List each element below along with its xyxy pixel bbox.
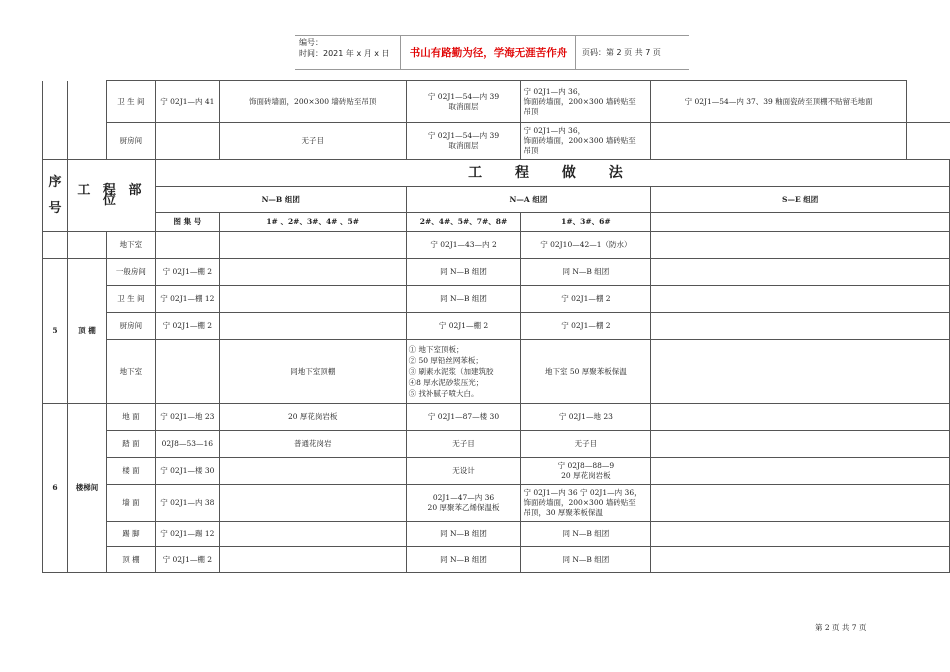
na2-cell: 宁 02J1—内 36 宁 02J1—内 36， 饰面砖墙面，200×300 墙砖贴至 吊顶，30 厚聚苯板保温: [521, 485, 651, 522]
na1-cell: 同 N—B 组团: [406, 286, 521, 313]
nb-cell: [219, 232, 406, 259]
atlas-cell: [155, 232, 219, 259]
page-header: [295, 35, 689, 70]
atlas-cell: 宁 02J1—地 23: [155, 404, 219, 431]
atlas-cell: 宁 02J1—内 41: [155, 81, 219, 123]
na1-cell: 同 N—B 组团: [406, 547, 521, 573]
na1-cell: 宁 02J1—43—内 2: [406, 232, 521, 259]
bld-nb-header: 1# 、2#、3#、4# 、5#: [219, 213, 406, 232]
na2-cell: 宁 02J8—88—9 20 厚花岗岩板: [521, 458, 651, 485]
se-cell: [651, 313, 950, 340]
place-cell: 厨房间: [106, 313, 155, 340]
part-cell: [67, 232, 106, 259]
table-header-row: [43, 160, 950, 187]
table-row: [43, 404, 950, 431]
atlas-cell: 宁 02J1—棚 12: [155, 286, 219, 313]
nb-cell: 饰面砖墙面，200×300 墙砖贴至吊顶: [219, 81, 406, 123]
na2-cell: 宁 02J1—内 36， 饰面砖墙面，200×300 墙砖贴至 吊顶: [521, 81, 651, 123]
section-name: 楼梯间: [67, 404, 106, 573]
atlas-cell: 宁 02J1—棚 2: [155, 547, 219, 573]
se-cell: [651, 522, 950, 547]
spacer-cell: [906, 123, 949, 160]
na1-cell: 宁 02J1—54—内 39 取消面层: [406, 81, 521, 123]
na1-cell: 同 N—B 组团: [406, 522, 521, 547]
nb-cell: [219, 313, 406, 340]
table-row: [43, 81, 950, 123]
table-row: [43, 286, 950, 313]
na1-cell: ① 地下室顶板； ② 50 厚铅丝网苯板； ③ 刷素水泥浆（加建筑胶 ④8 厚水泥砂浆压光； ⑤ 找补腻子喷大白。: [406, 340, 521, 404]
atlas-cell: 宁 02J1—内 38: [155, 485, 219, 522]
place-cell: 踢 脚: [106, 522, 155, 547]
header-meta: [295, 36, 401, 69]
se-cell: 宁 02J1—54—内 37、39 釉面瓷砖至顶棚不贴留毛地面: [651, 81, 907, 123]
se-cell: [651, 547, 950, 573]
nb-cell: 20 厚花岗岩板: [219, 404, 406, 431]
place-cell: 一般房间: [106, 259, 155, 286]
atlas-cell: 02J8—53—16: [155, 431, 219, 458]
group-header-row: [43, 187, 950, 213]
atlas-cell: 宁 02J1—楼 30: [155, 458, 219, 485]
na2-cell: 同 N—B 组团: [521, 547, 651, 573]
atlas-cell: [155, 340, 219, 404]
na2-cell: 宁 02J1—棚 2: [521, 286, 651, 313]
atlas-cell: 宁 02J1—棚 2: [155, 313, 219, 340]
section-seq: 5: [43, 259, 68, 404]
place-cell: 顶 棚: [106, 547, 155, 573]
place-cell: 楼 面: [106, 458, 155, 485]
atlas-cell: 宁 02J1—踢 12: [155, 522, 219, 547]
section-seq: 6: [43, 404, 68, 573]
atlas-no-header: 图 集 号: [155, 213, 219, 232]
nb-cell: [219, 458, 406, 485]
se-cell: [651, 458, 950, 485]
se-cell: [651, 485, 950, 522]
group-na-header: N—A 组团: [406, 187, 651, 213]
nb-cell: 同地下室顶棚: [219, 340, 406, 404]
table-row: [43, 123, 950, 160]
seq-header: 序 号: [43, 160, 68, 232]
na1-cell: 宁 02J1—棚 2: [406, 313, 521, 340]
cont-part-cell: [67, 81, 106, 160]
na1-cell: 宁 02J1—54—内 39 取消面层: [406, 123, 521, 160]
bld-na2-header: 1#、3#、6#: [521, 213, 651, 232]
se-cell: [651, 259, 950, 286]
na2-cell: 宁 02J10—42—1（防水）: [521, 232, 651, 259]
table-row: [43, 313, 950, 340]
spacer-cell: [906, 81, 949, 123]
part-header: 工 程 部 位: [67, 160, 155, 232]
building-header-row: [43, 213, 950, 232]
nb-cell: [219, 547, 406, 573]
table-row: [43, 232, 950, 259]
cont-seq-cell: [43, 81, 68, 160]
place-cell: 地下室: [106, 232, 155, 259]
place-cell: 地下室: [106, 340, 155, 404]
place-cell: 地 面: [106, 404, 155, 431]
na1-cell: 宁 02J1—87—楼 30: [406, 404, 521, 431]
se-cell: [651, 340, 950, 404]
table-row: [43, 259, 950, 286]
table-row: [43, 340, 950, 404]
section-name: 顶 棚: [67, 259, 106, 404]
na2-cell: 同 N—B 组团: [521, 259, 651, 286]
header-page-info: 页码：第 2 页 共 7 页: [582, 48, 661, 57]
table-row: [43, 458, 950, 485]
table-row: [43, 547, 950, 573]
nb-cell: 无子目: [219, 123, 406, 160]
table-row: [43, 431, 950, 458]
na1-cell: 02J1—47—内 36 20 厚聚苯乙烯保温板: [406, 485, 521, 522]
se-cell: [651, 286, 950, 313]
atlas-cell: [155, 123, 219, 160]
na1-cell: 无设计: [406, 458, 521, 485]
group-se-header: S—E 组团: [651, 187, 950, 213]
group-nb-header: N—B 组团: [155, 187, 406, 213]
bld-na1-header: 2#、4#、5#、7#、8#: [406, 213, 521, 232]
place-cell: 卫 生 间: [106, 81, 155, 123]
na2-cell: 地下室 50 厚聚苯板保温: [521, 340, 651, 404]
na1-cell: 无子目: [406, 431, 521, 458]
construction-table: [42, 80, 950, 573]
page-footer: 第 2 页 共 7 页: [815, 623, 867, 632]
header-motto: 书山有路勤为径，学海无涯苦作舟: [402, 36, 576, 69]
na2-cell: 同 N—B 组团: [521, 522, 651, 547]
nb-cell: [219, 259, 406, 286]
place-cell: 踏 面: [106, 431, 155, 458]
atlas-cell: 宁 02J1—棚 2: [155, 259, 219, 286]
place-cell: 墙 面: [106, 485, 155, 522]
na1-cell: 同 N—B 组团: [406, 259, 521, 286]
nb-cell: [219, 286, 406, 313]
seq-cell: [43, 232, 68, 259]
table-row: [43, 522, 950, 547]
nb-cell: [219, 485, 406, 522]
nb-cell: [219, 522, 406, 547]
na2-cell: 宁 02J1—地 23: [521, 404, 651, 431]
time-label: 时间：2021 年 x 月 x 日: [299, 49, 390, 58]
table-row: [43, 485, 950, 522]
place-cell: 卫 生 间: [106, 286, 155, 313]
se-cell: [651, 431, 950, 458]
na2-cell: 无子目: [521, 431, 651, 458]
code-label: 编号：: [299, 38, 323, 47]
place-cell: 厨房间: [106, 123, 155, 160]
se-cell: [651, 232, 950, 259]
nb-cell: 普通花岗岩: [219, 431, 406, 458]
bld-se-header: [651, 213, 950, 232]
method-header: 工 程 做 法: [155, 160, 949, 187]
se-cell: [651, 123, 907, 160]
na2-cell: 宁 02J1—内 36， 饰面砖墙面，200×300 墙砖贴至 吊顶: [521, 123, 651, 160]
na2-cell: 宁 02J1—棚 2: [521, 313, 651, 340]
se-cell: [651, 404, 950, 431]
